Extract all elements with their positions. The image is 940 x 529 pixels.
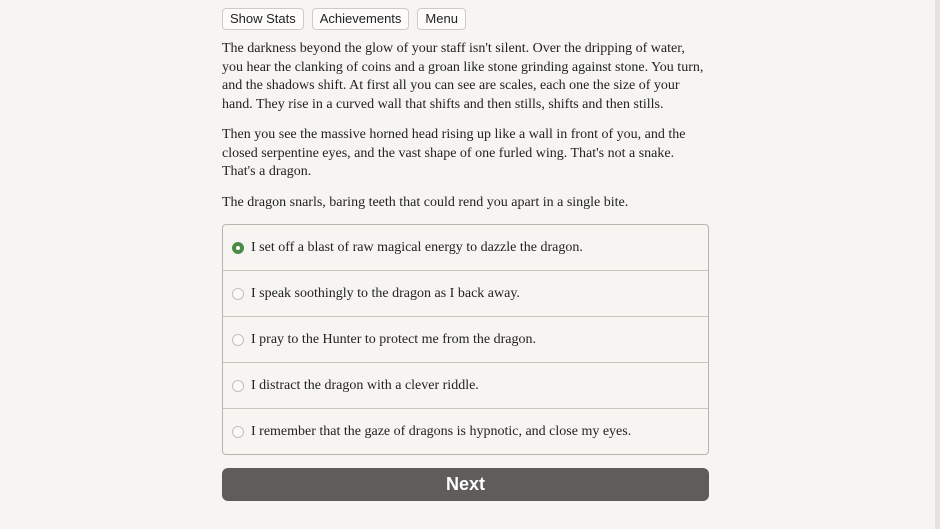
radio-button[interactable]	[232, 288, 244, 300]
menu-button[interactable]: Menu	[417, 8, 466, 30]
choice-label: I pray to the Hunter to protect me from the dragon.	[251, 331, 536, 347]
radio-button[interactable]	[232, 380, 244, 392]
story-paragraph: The dragon snarls, baring teeth that could rend you apart in a single bite.	[222, 194, 629, 210]
radio-button[interactable]	[232, 242, 244, 254]
choice-list	[222, 224, 709, 455]
choice-label: I remember that the gaze of dragons is hypnotic, and close my eyes.	[251, 423, 632, 439]
choice-label: I distract the dragon with a clever riddle.	[251, 377, 479, 393]
story-paragraph: Then you see the massive horned head rising up like a wall in front of you, and the closed serpentine eyes, and the vast shape of one furled wing. That's not a snake. That's a dragon.	[222, 127, 686, 179]
radio-button[interactable]	[232, 426, 244, 438]
scrollbar-track[interactable]	[935, 0, 940, 529]
radio-button[interactable]	[232, 334, 244, 346]
choice-label: I speak soothingly to the dragon as I back away.	[251, 285, 520, 301]
choice-option[interactable]	[223, 270, 708, 316]
achievements-button[interactable]: Achievements	[312, 8, 410, 30]
game-container	[222, 8, 709, 501]
top-toolbar	[222, 8, 709, 30]
story-text	[222, 40, 709, 212]
next-button[interactable]: Next	[222, 468, 709, 501]
choice-option[interactable]	[223, 225, 708, 270]
choice-option[interactable]	[223, 316, 708, 362]
choice-label: I set off a blast of raw magical energy to dazzle the dragon.	[251, 239, 583, 255]
choice-option[interactable]	[223, 362, 708, 408]
choice-option[interactable]	[223, 408, 708, 454]
story-paragraph: The darkness beyond the glow of your staff isn't silent. Over the dripping of water, you hear the clanking of coins and a groan like stone grinding against stone. You turn, and the shadows shift. At first all you can see are scales, each one the size of your hand. They rise in a curved wall that shifts and then stills, shifts and then stills.	[222, 41, 704, 112]
show-stats-button[interactable]: Show Stats	[222, 8, 304, 30]
